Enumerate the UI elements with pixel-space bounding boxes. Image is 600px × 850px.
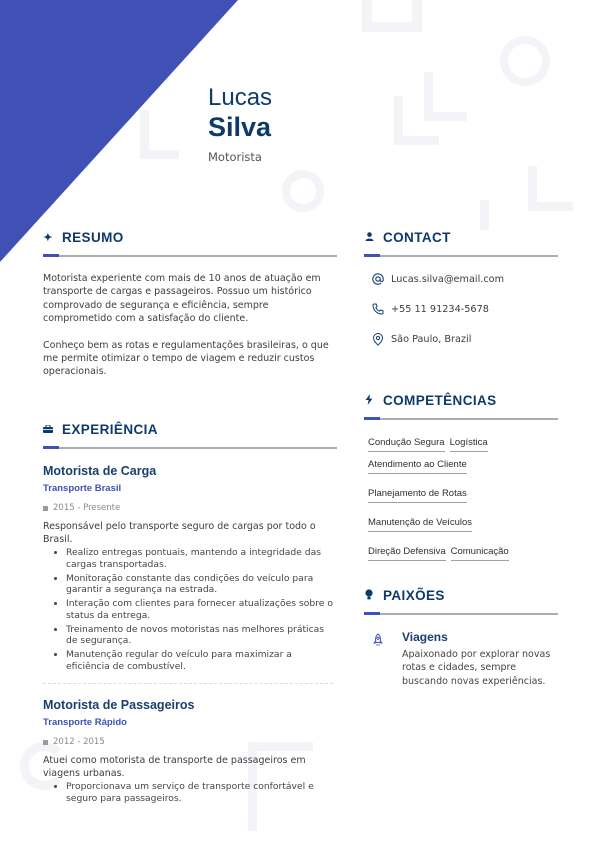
job-dates [43, 737, 337, 747]
lightning-icon [364, 394, 374, 408]
passion-title: Viagens [402, 630, 448, 644]
job-company: Transporte Rápido [43, 717, 127, 728]
contact-phone[interactable] [372, 303, 489, 315]
job-bullets [43, 547, 337, 672]
summary-paragraph: Conheço bem as rotas e regulamentações brasileiras, o que me permite otimizar o tempo de viagem e reduzir custos operacionais. [43, 339, 329, 378]
rocket-icon [372, 632, 384, 688]
section-divider [364, 613, 558, 615]
contact-phone-value: +55 11 91234-5678 [391, 303, 489, 315]
contact-location [372, 333, 471, 345]
sparkle-icon: ✦ [43, 232, 53, 244]
phone-icon [372, 303, 384, 315]
skills-list [368, 437, 558, 561]
summary-title: RESUMO [62, 230, 124, 245]
section-divider [43, 255, 337, 257]
at-sign-icon [372, 273, 384, 285]
job-dates-text: 2012 - 2015 [53, 737, 105, 747]
job-role: Motorista de Carga [43, 464, 157, 478]
name-block [208, 84, 272, 164]
first-name: Lucas [208, 84, 273, 111]
contact-email-value: Lucas.silva@email.com [391, 273, 505, 285]
location-pin-icon [372, 333, 384, 345]
experience-title: EXPERIÊNCIA [62, 422, 158, 437]
lightbulb-icon [364, 589, 374, 603]
skill-tag: Atendimento ao Cliente [368, 459, 467, 474]
decorative-triangle [0, 0, 238, 262]
last-name: Silva [208, 112, 272, 142]
decorative-circle [282, 170, 324, 212]
job-bullet: • Realizo entregas pontuais, mantendo a integridade das cargas transportadas. [66, 547, 337, 570]
job-bullet: • Treinamento de novos motoristas nas melhores práticas de segurança. [66, 624, 337, 647]
contact-email[interactable] [372, 273, 504, 285]
job-description: Responsável pelo transporte seguro de cargas por todo o Brasil. [43, 521, 316, 545]
user-icon [364, 232, 374, 244]
decorative-corner [528, 166, 573, 211]
summary-body [43, 272, 335, 379]
briefcase-icon [43, 424, 53, 436]
contact-location-value: São Paulo, Brazil [391, 333, 472, 345]
decorative-circle [500, 36, 550, 86]
contact-title: CONTACT [383, 230, 451, 245]
job-title: Motorista [208, 150, 262, 164]
job-bullet: • Interação com clientes para fornecer atualizações sobre o status da entrega. [66, 598, 337, 621]
skill-tag: Logística [450, 437, 488, 452]
job-divider [43, 683, 333, 684]
summary-section-header [43, 230, 337, 257]
skill-tag: Comunicação [451, 546, 509, 561]
job-bullet: • Monitoração constante das condições do veículo para garantir a segurança na estrada. [66, 573, 337, 596]
job-dates-text: 2015 - Presente [53, 503, 121, 513]
decorative-square [362, 0, 422, 32]
job-dates [43, 503, 337, 513]
job-description: Atuei como motorista de transporte de passageiros em viagens urbanas. [43, 755, 306, 779]
experience-section-header [43, 422, 337, 449]
job-entry [43, 464, 337, 675]
passion-description: Apaixonado por explorar novas rotas e cidades, sempre buscando novas experiências. [402, 649, 551, 687]
job-bullet: • Proporcionava um serviço de transporte confortável e seguro para passageiros. [66, 781, 337, 804]
job-entry [43, 698, 337, 807]
passion-item [372, 630, 552, 688]
job-bullets [43, 781, 337, 804]
skills-section-header [364, 393, 558, 420]
decorative-line [480, 200, 489, 230]
job-bullet: • Manutenção regular do veículo para maximizar a eficiência de combustível. [66, 649, 337, 672]
skills-title: COMPETÊNCIAS [383, 393, 497, 408]
passions-title: PAIXÕES [383, 588, 445, 603]
section-divider [364, 255, 558, 257]
skill-tag: Planejamento de Rotas [368, 488, 467, 503]
contact-section-header [364, 230, 558, 257]
passions-section-header [364, 588, 558, 615]
job-company: Transporte Brasil [43, 483, 122, 494]
decorative-corner [140, 110, 179, 159]
skill-tag: Condução Segura [368, 437, 445, 452]
skill-tag: Direção Defensiva [368, 546, 446, 561]
section-divider [43, 447, 337, 449]
calendar-icon [43, 506, 48, 511]
calendar-icon [43, 740, 48, 745]
section-divider [364, 418, 558, 420]
job-role: Motorista de Passageiros [43, 698, 195, 712]
decorative-corner [394, 96, 439, 145]
skill-tag: Manutenção de Veículos [368, 517, 472, 532]
summary-paragraph: Motorista experiente com mais de 10 anos de atuação em transporte de cargas e passageiros. Possuo um histórico comprovado de segurança e eficiência, sempre comprometido com a satisfação do cliente. [43, 273, 321, 325]
